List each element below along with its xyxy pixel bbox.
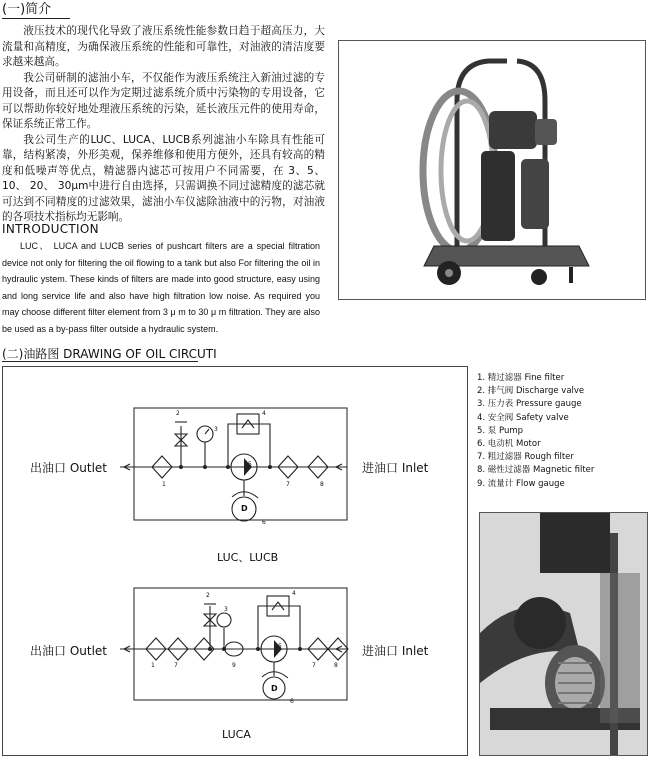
component-number: 1 (151, 662, 155, 669)
outlet-label: 出油口 Outlet (30, 461, 107, 475)
legend-item: 7. 粗过滤器 Rough filter (477, 452, 574, 463)
pump-closeup-photo (479, 512, 648, 756)
component-number: 6 (290, 698, 294, 705)
legend-item: 8. 磁性过滤器 Magnetic filter (477, 465, 595, 476)
component-number: 2 (206, 592, 210, 599)
component-number: 1 (162, 481, 166, 488)
legend-item: 5. 泵 Pump (477, 425, 524, 436)
component-number: 7 (312, 662, 316, 669)
component-number: 9 (232, 662, 236, 669)
pushcart-filter-illustration (339, 41, 645, 299)
title-underline (2, 18, 70, 19)
diagram-caption: LUCA (222, 728, 251, 741)
pump-label: 5 (278, 643, 282, 650)
legend-item: 9. 流量计 Flow gauge (477, 478, 565, 489)
legend-item: 1. 精过滤器 Fine filter (477, 373, 565, 383)
legend-item: 4. 安全阀 Safety valve (477, 412, 569, 423)
component-number: 7 (286, 481, 290, 488)
drawing-title: (二)油路图 DRAWING OF OIL CIRCUTI (2, 347, 217, 361)
outlet-label: 出油口 Outlet (30, 644, 107, 658)
cn-paragraph: 我公司研制的滤油小车，不仅能作为液压系统注入新油过滤的专用设备，而且还可以作为定期过滤系统介质中污染物的专用设备，它可以帮助你较好地处理液压系统的污染，延长液压元件的使用寿命，保证系统正常工作。 (2, 71, 325, 130)
component-number: 7 (174, 662, 178, 669)
intro-cn-text (2, 24, 325, 226)
cn-paragraph: 液压技术的现代化导致了液压系统性能参数日趋于超高压力，大流量和高精度，为确保液压系统的性能和可靠性，对油液的清洁度要求越来越高。 (2, 25, 325, 68)
diagram-caption: LUC、LUCB (217, 551, 279, 564)
en-paragraph: LUC、 LUCA and LUCB series of pushcart filters are a special filtration device not only for filtering the oil flowing to a tank but also For filtering the oil in hydraulic ystem. These kinds of filters are made into good structure, easy using and long service life and also have high filtration low noise. As required you may choose different filter element from 3 μ m to 30 μ m filtration. They are also be used as a by-pass filter outside a hydraulic system. (2, 241, 320, 334)
component-number: 3 (214, 426, 218, 433)
pump-closeup-illustration (480, 513, 647, 755)
legend-item: 6. 电动机 Motor (477, 439, 541, 450)
legend-item: 2. 排气阀 Discharge valve (477, 386, 585, 397)
component-number: 3 (224, 606, 228, 613)
component-legend (477, 372, 594, 491)
pushcart-filter-photo (338, 40, 646, 300)
component-number: 6 (262, 519, 266, 526)
intro-title: (一)简介 (2, 2, 52, 17)
motor-label: D (271, 684, 278, 693)
drawing-title-underline (2, 361, 198, 362)
component-number: 2 (176, 410, 180, 417)
pump-label: 5 (248, 461, 252, 468)
component-number: 4 (292, 590, 296, 597)
legend-item: 3. 压力表 Pressure gauge (477, 399, 582, 410)
component-number: 8 (334, 662, 338, 669)
inlet-label: 进油口 Inlet (362, 644, 429, 658)
cn-paragraph: 我公司生产的LUC、LUCA、LUCB系列滤油小车除具有性能可靠，结构紧凑，外形美观，保养维修和使用方便外，还具有较高的精度和低噪声等优点，精滤器内滤芯可按用户不同需要，在 3、5、 10、 20、 30μm中进行自由选择，只需调换不同过滤精度的滤芯就可达到不同精度的过滤效果，滤油小车仪滤除油液中的污物，对油液的各项技术指标均无影响。 (2, 133, 325, 223)
component-number: 8 (320, 481, 324, 488)
component-number: 4 (262, 410, 266, 417)
intro-en-text (2, 238, 320, 338)
motor-label: D (241, 504, 248, 513)
en-heading: INTRODUCTION (2, 222, 99, 236)
inlet-label: 进油口 Inlet (362, 461, 429, 475)
